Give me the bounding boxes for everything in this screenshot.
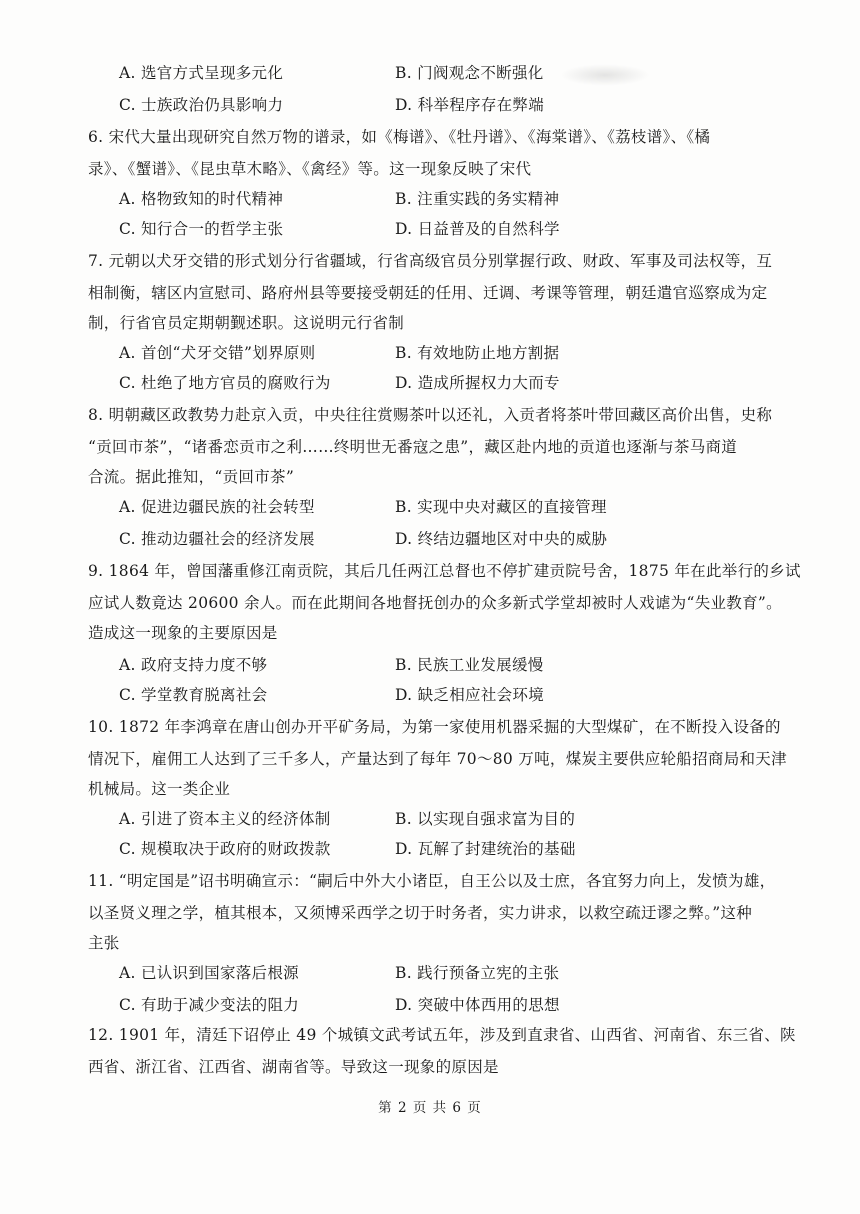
q5-option-a: A. 选官方式呈现多元化: [119, 64, 284, 82]
q5-option-c: C. 士族政治仍具影响力: [119, 96, 284, 114]
q11-option-b: B. 践行预备立宪的主张: [395, 964, 560, 982]
q7-option-c: C. 杜绝了地方官员的腐败行为: [119, 374, 331, 392]
q8-stem-line: 8. 明朝藏区政教势力赴京入贡，中央往往赏赐茶叶以还礼，入贡者将茶叶带回藏区高价出售，史称: [88, 406, 773, 424]
q11-option-a: A. 已认识到国家落后根源: [119, 964, 299, 982]
q10-option-c: C. 规模取决于政府的财政拨款: [119, 840, 331, 858]
q9-option-c: C. 学堂教育脱离社会: [119, 686, 268, 704]
q7-option-d: D. 造成所握权力大而专: [395, 374, 560, 392]
q9-stem-line: 应试人数竟达 20600 余人。而在此期间各地督抚创办的众多新式学堂却被时人戏谑为“失业教育”。: [88, 594, 782, 612]
q8-option-d: D. 终结边疆地区对中央的威胁: [395, 530, 608, 548]
q9-stem-line: 9. 1864 年，曾国藩重修江南贡院，其后几任两江总督也不停扩建贡院号舍，1875 年在此举行的乡试: [88, 562, 801, 580]
q11-stem-line: 主张: [88, 934, 120, 952]
q7-option-a: A. 首创“犬牙交错”划界原则: [119, 344, 316, 362]
q8-stem-line: “贡回市茶”，“诸番恋贡市之利……终明世无番寇之患”，藏区赴内地的贡道也逐渐与茶马商道: [88, 438, 738, 456]
q11-stem-line: 以圣贤义理之学，植其根本，又须博采西学之切于时务者，实力讲求，以救空疏迂谬之弊。”这种: [88, 904, 753, 922]
q10-option-d: D. 瓦解了封建统治的基础: [395, 840, 576, 858]
q12-stem-line: 12. 1901 年，清廷下诏停止 49 个城镇文武考试五年，涉及到直隶省、山西省、河南省、东三省、陕: [88, 1026, 796, 1044]
q9-option-a: A. 政府支持力度不够: [119, 656, 268, 674]
q11-option-d: D. 突破中体西用的思想: [395, 996, 560, 1014]
q5-option-d: D. 科举程序存在弊端: [395, 96, 545, 114]
q7-stem-line: 制，行省官员定期朝觐述职。这说明元行省制: [88, 314, 405, 332]
q6-option-d: D. 日益普及的自然科学: [395, 220, 560, 238]
q7-stem-line: 7. 元朝以犬牙交错的形式划分行省疆域，行省高级官员分别掌握行政、财政、军事及司法权等，互: [88, 252, 773, 270]
q10-option-a: A. 引进了资本主义的经济体制: [119, 810, 331, 828]
q11-stem-line: 11. “明定国是”诏书明确宣示：“嗣后中外大小诸臣，自王公以及士庶，各宜努力向上，发愤为雄，: [88, 872, 776, 890]
q8-option-c: C. 推动边疆社会的经济发展: [119, 530, 315, 548]
q5-option-b: B. 门阀观念不断强化: [395, 64, 544, 82]
q8-stem-line: 合流。据此推知，“贡回市茶”: [88, 468, 295, 486]
q9-option-b: B. 民族工业发展缓慢: [395, 656, 544, 674]
q6-option-c: C. 知行合一的哲学主张: [119, 220, 284, 238]
q10-stem-line: 情况下，雇佣工人达到了三千多人，产量达到了每年 70～80 万吨，煤炭主要供应轮船招商局和天津: [88, 750, 787, 768]
q9-stem-line: 造成这一现象的主要原因是: [88, 624, 278, 642]
page-number-footer: 第 2 页 共 6 页: [378, 1100, 482, 1116]
q7-stem-line: 相制衡，辖区内宣慰司、路府州县等要接受朝廷的任用、迁调、考课等管理，朝廷遣官巡察成为定: [88, 284, 768, 302]
q8-option-a: A. 促进边疆民族的社会转型: [119, 498, 315, 516]
q10-option-b: B. 以实现自强求富为目的: [395, 810, 576, 828]
q6-option-b: B. 注重实践的务实精神: [395, 190, 560, 208]
q10-stem-line: 10. 1872 年李鸿章在唐山创办开平矿务局，为第一家使用机器采掘的大型煤矿，在不断投入设备的: [88, 718, 781, 736]
q6-option-a: A. 格物致知的时代精神: [119, 190, 284, 208]
q12-stem-line: 西省、浙江省、江西省、湖南省等。导致这一现象的原因是: [88, 1058, 499, 1076]
q6-stem-line: 6. 宋代大量出现研究自然万物的谱录，如《梅谱》、《牡丹谱》、《海棠谱》、《荔枝谱》、《橘: [88, 128, 711, 146]
q7-option-b: B. 有效地防止地方割据: [395, 344, 560, 362]
q6-stem-line: 录》、《蟹谱》、《昆虫草木略》、《禽经》等。这一现象反映了宋代: [88, 160, 532, 178]
q10-stem-line: 机械局。这一类企业: [88, 780, 231, 798]
q11-option-c: C. 有助于减少变法的阻力: [119, 996, 300, 1014]
q9-option-d: D. 缺乏相应社会环境: [395, 686, 545, 704]
q8-option-b: B. 实现中央对藏区的直接管理: [395, 498, 607, 516]
scan-smudge: [560, 64, 650, 86]
